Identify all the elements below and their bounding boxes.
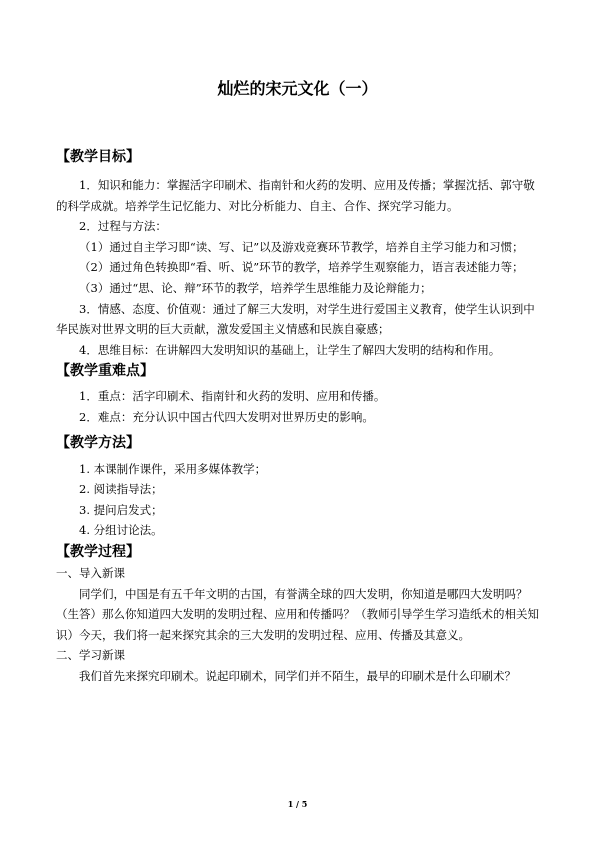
- goal-item: （1）通过自主学习即“读、写、记”以及游戏竞赛环节教学，培养自主学习能力和习惯；: [79, 239, 524, 254]
- goal-item: （2）通过角色转换即“看、听、说”环节的教学，培养学生观察能力，语言表述能力等；: [79, 260, 524, 275]
- process-paragraph: 同学们，中国是有五千年文明的古国，有誉满全球的四大发明，你知道是哪四大发明吗？（生答）那么你知道四大发明的发明过程、应用和传播吗？（教师引导学生学习造纸术的相关知识）今天，我们将一起来探究其余的三大发明的发明过程、应用、传播及其意义。: [56, 586, 539, 642]
- process-paragraph: 我们首先来探究印刷术。说起印刷术，同学们并不陌生，最早的印刷术是什么印刷术？: [79, 668, 516, 683]
- page-title: 灿烂的宋元文化（一）: [217, 79, 378, 98]
- key-point-item: 1．重点：活字印刷术、指南针和火药的发明、应用和传播。: [79, 389, 386, 404]
- process-subheading: 二、学习新课: [56, 648, 125, 663]
- method-item: 3. 提问启发式；: [79, 502, 163, 517]
- goal-item: （3）通过“思、论、辩”环节的教学，培养学生思维能力及论辩能力；: [79, 280, 432, 295]
- key-point-item: 2．难点：充分认识中国古代四大发明对世界历史的影响。: [79, 409, 374, 424]
- goal-item: 1．知识和能力：掌握活字印刷术、指南针和火药的发明、应用及传播；掌握沈括、郭守敬的科学成就。培养学生记忆能力、对比分析能力、自主、合作、探究学习能力。: [56, 178, 535, 213]
- method-item: 4. 分组讨论法。: [79, 523, 163, 538]
- document-body: [56, 146, 542, 686]
- section-heading-key-points: 【教学重难点】: [56, 363, 154, 380]
- section-heading-methods: 【教学方法】: [56, 434, 140, 451]
- goal-item: 2．过程与方法：: [79, 219, 167, 234]
- page-number: 1 / 5: [287, 799, 308, 809]
- section-heading-goals: 【教学目标】: [56, 149, 140, 165]
- section-heading-process: 【教学过程】: [56, 543, 140, 560]
- method-item: 2. 阅读指导法；: [79, 482, 163, 497]
- process-subheading: 一、导入新课: [56, 565, 125, 580]
- goal-item: 3．情感、态度、价值观：通过了解三大发明，对学生进行爱国主义教育，使学生认识到中华民族对世界文明的巨大贡献，激发爱国主义情感和民族自豪感；: [56, 301, 535, 337]
- goal-item: 4．思维目标：在讲解四大发明知识的基础上，让学生了解四大发明的结构和作用。: [79, 342, 501, 357]
- method-item: 1. 本课制作课件，采用多媒体教学；: [79, 461, 267, 476]
